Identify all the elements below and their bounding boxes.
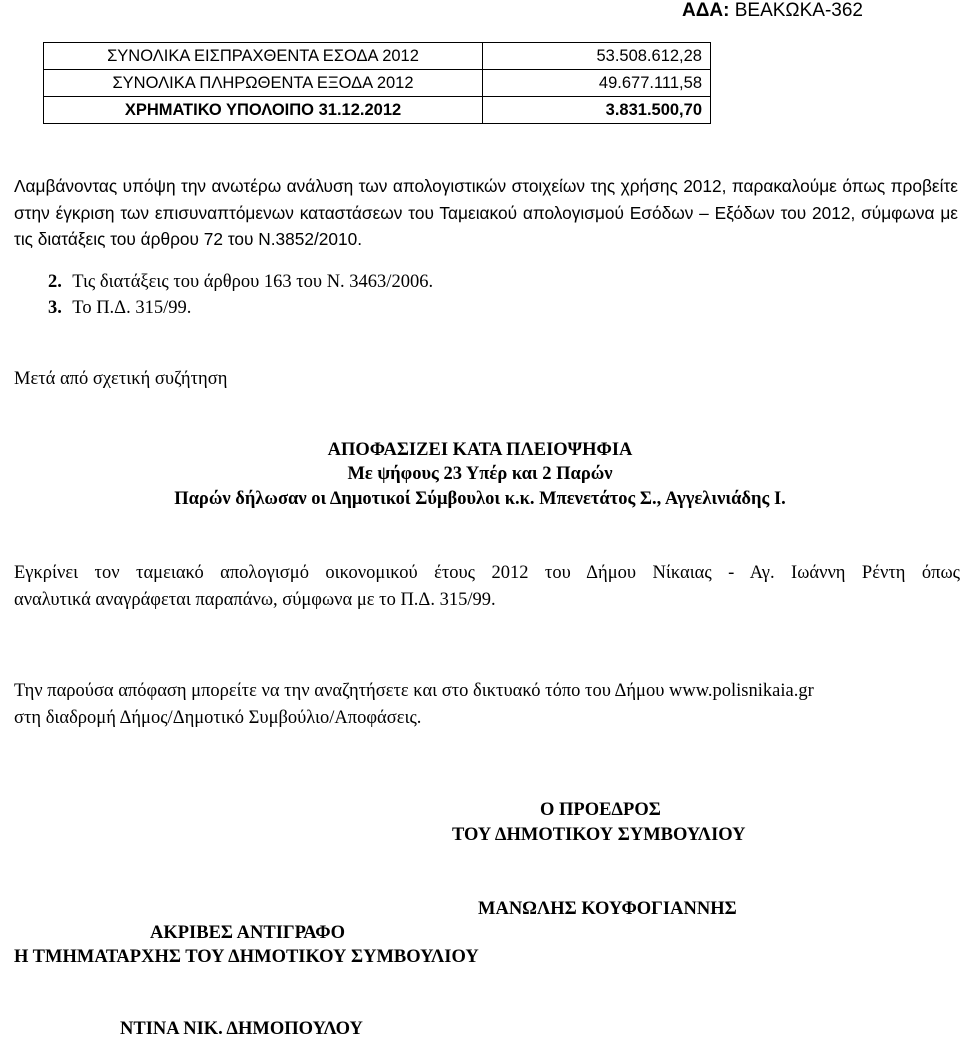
web-note-line: στη διαδρομή Δήμος/Δημοτικό Συμβούλιο/Αποφάσεις. [14,707,422,728]
row-value: 3.831.500,70 [483,97,711,124]
copy-label: ΑΚΡΙΒΕΣ ΑΝΤΙΓΡΑΦΟ [150,923,345,943]
clause-item [48,298,191,319]
table-row-total [44,97,711,124]
discussion-text: Μετά από σχετική συζήτηση [14,369,228,389]
table-row [44,70,711,97]
head-name: ΝΤΙΝΑ ΝΙΚ. ΔΗΜΟΠΟΥΛΟΥ [120,1019,363,1039]
president-title: Ο ΠΡΟΕΔΡΟΣ [540,800,661,820]
approval-line: Εγκρίνει τον ταμειακό απολογισμό οικονομικού έτους 2012 του Δήμου Νίκαιας - Αγ. Ιωάννη Ρέντη όπως [14,563,960,583]
ada-label: ΑΔΑ: [682,0,730,21]
clause-number: 3. [48,298,62,318]
approval-paragraph [14,560,960,613]
decision-heading: ΑΠΟΦΑΣΙΖΕΙ ΚΑΤΑ ΠΛΕΙΟΨΗΦΙΑ [327,440,633,460]
row-label: ΣΥΝΟΛΙΚΑ ΠΛΗΡΩΘΕΝΤΑ ΕΞΟΔΑ 2012 [44,70,483,97]
web-note [14,678,960,731]
head-title: Η ΤΜΗΜΑΤΑΡΧΗΣ ΤΟΥ ΔΗΜΟΤΙΚΟΥ ΣΥΜΒΟΥΛΙΟΥ [14,947,479,967]
row-label: ΧΡΗΜΑΤΙΚΟ ΥΠΟΛΟΙΠΟ 31.12.2012 [44,97,483,124]
president-title-council: ΤΟΥ ΔΗΜΟΤΙΚΟΥ ΣΥΜΒΟΥΛΙΟΥ [452,825,746,845]
clause-number: 2. [48,272,62,292]
decision-present-members: Παρών δήλωσαν οι Δημοτικοί Σύμβουλοι κ.κ. Μπενετάτος Σ., Αγγελινιάδης Ι. [174,489,786,509]
row-label: ΣΥΝΟΛΙΚΑ ΕΙΣΠΡΑΧΘΕΝΤΑ ΕΣΟΔΑ 2012 [44,43,483,70]
web-note-line: Την παρούσα απόφαση μπορείτε να την αναζητήσετε και στο δικτυακό τόπο του Δήμου www.polisnikaia.gr [14,681,814,701]
clause-text: Τις διατάξεις του άρθρου 163 του Ν. 3463/2006. [72,272,434,292]
financial-summary-table [43,42,711,124]
clause-item [48,272,433,293]
president-name: ΜΑΝΩΛΗΣ ΚΟΥΦΟΓΙΑΝΝΗΣ [478,899,737,919]
row-value: 49.677.111,58 [483,70,711,97]
clause-text: Το Π.Δ. 315/99. [72,298,192,318]
ada-header [682,0,863,22]
ada-code: ΒΕΑΚΩΚΑ-362 [734,0,863,21]
decision-votes: Με ψήφους 23 Υπέρ και 2 Παρών [347,464,613,484]
approval-line: αναλυτικά αναγράφεται παραπάνω, σύμφωνα με το Π.Δ. 315/99. [14,589,496,610]
table-row [44,43,711,70]
row-value: 53.508.612,28 [483,43,711,70]
intro-paragraph: Λαμβάνοντας υπόψη την ανωτέρω ανάλυση των απολογιστικών στοιχείων της χρήσης 2012, παρακαλούμε όπως προβείτε στην έγκριση των επισυναπτόμενων καταστάσεων του Ταμειακού απολογισμού Εσόδων – Εξόδων του 2012, σύμφωνα με τις διατάξεις του άρθρου 72 του Ν.3852/2010. [14,176,958,249]
